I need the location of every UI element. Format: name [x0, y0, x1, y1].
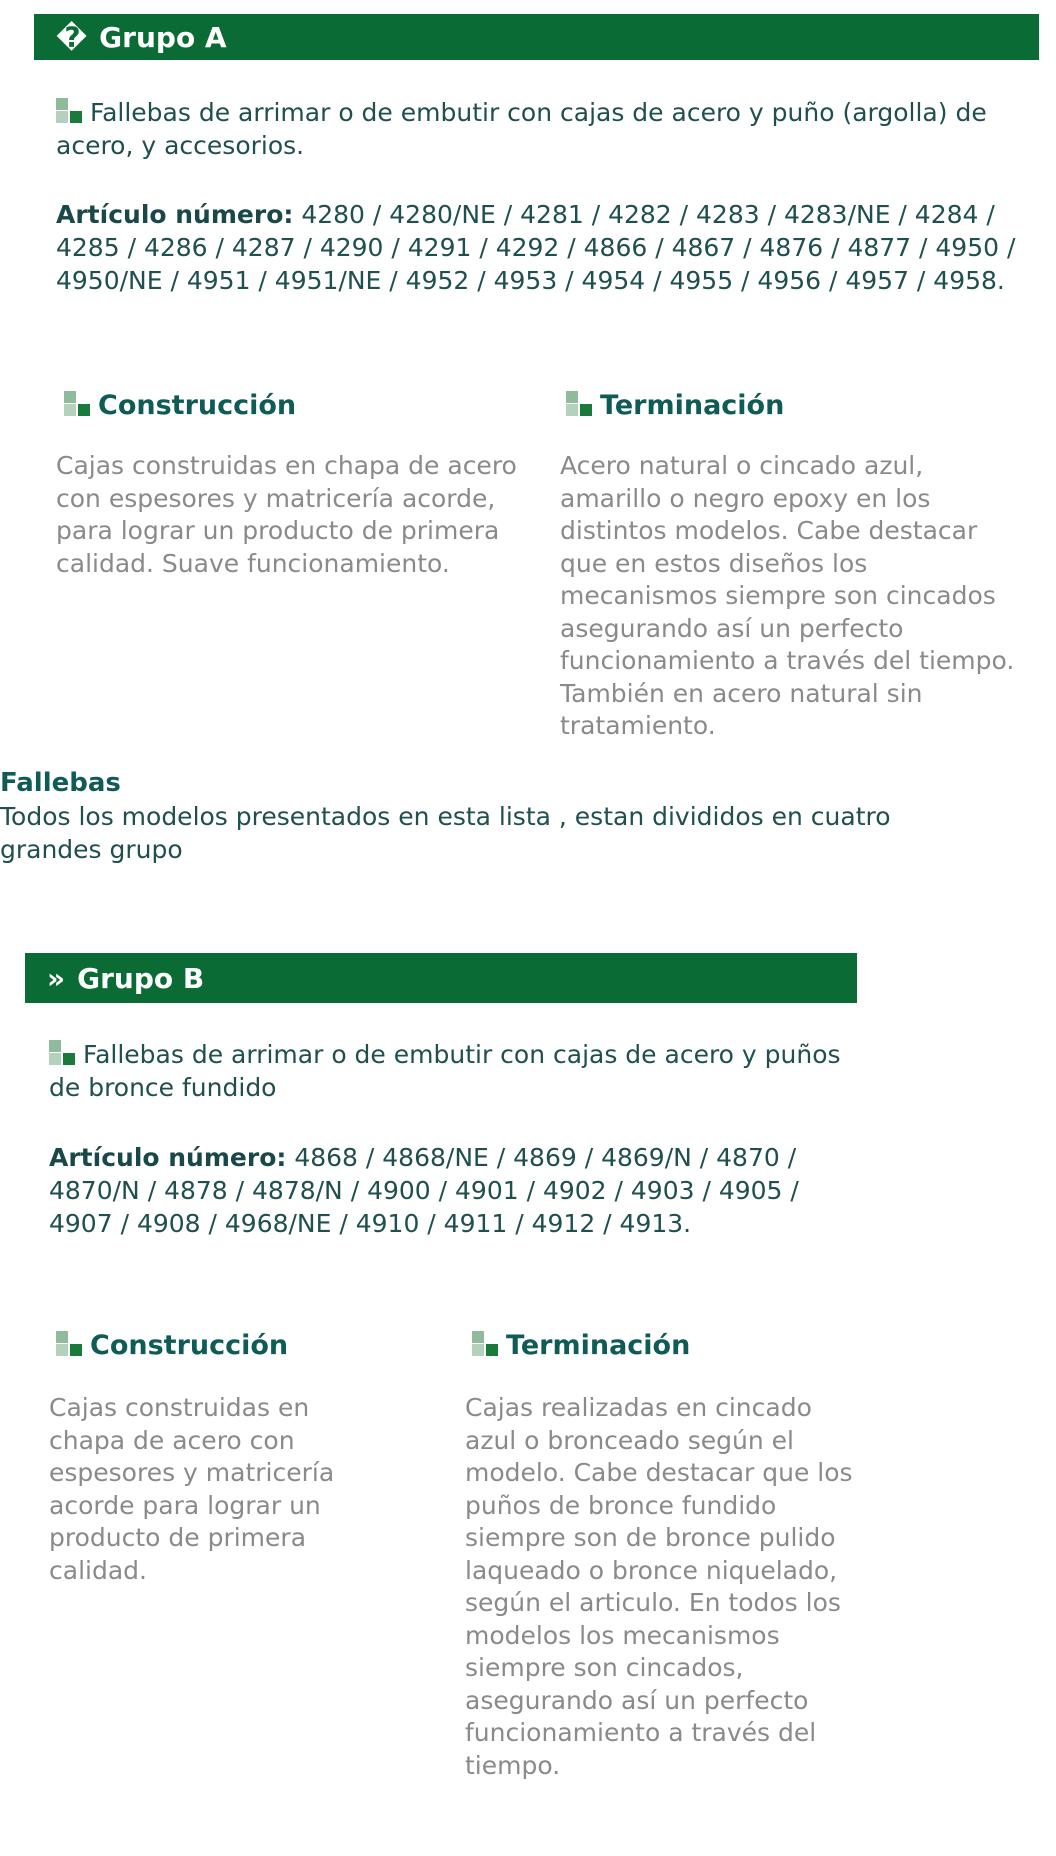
- group-b-header: [25, 953, 857, 1003]
- fallebas-description: Todos los modelos presentados en esta lista , estan divididos en cuatro grandes grupo: [0, 802, 891, 864]
- group-b-intro-text: Fallebas de arrimar o de embutir con cajas de acero y puños de bronce fundido: [49, 1040, 841, 1102]
- group-b-articulos: [49, 1141, 839, 1240]
- group-a-prefix-icon: �: [56, 20, 88, 54]
- group-b-construccion-heading: [56, 1330, 288, 1361]
- group-a-terminacion-text: Acero natural o cincado azul, amarillo o negro epoxy en los distintos modelos. Cabe destacar que en estos diseños los mecanismos siempre son cincados asegurando así un perfecto funcionamiento a través del tiempo. También en acero natural sin tratamiento.: [560, 451, 1015, 740]
- group-a-terminacion-heading: [566, 390, 784, 421]
- group-a-intro-text: Fallebas de arrimar o de embutir con cajas de acero y puño (argolla) de acero, y accesorios.: [56, 98, 987, 160]
- green-squares-bullet-icon: [56, 98, 82, 124]
- group-b-terminacion-heading-text: Terminación: [506, 1330, 691, 1361]
- group-b-construccion-heading-text: Construcción: [90, 1330, 289, 1361]
- green-squares-bullet-icon: [472, 1331, 498, 1357]
- group-a-intro: [56, 96, 1006, 162]
- group-a-articulos: [56, 198, 1026, 297]
- green-squares-bullet-icon: [566, 391, 592, 417]
- group-b-intro: [49, 1038, 849, 1104]
- group-a-articulo-label: Artículo número:: [56, 200, 294, 229]
- green-squares-bullet-icon: [64, 391, 90, 417]
- green-squares-bullet-icon: [56, 1331, 82, 1357]
- fallebas-title: Fallebas: [0, 768, 121, 798]
- group-b-prefix-icon: »: [47, 961, 66, 995]
- green-squares-bullet-icon: [49, 1040, 75, 1066]
- group-b-construccion-text: Cajas construidas en chapa de acero con espesores y matricería acorde para lograr un producto de primera calidad.: [49, 1393, 335, 1585]
- group-b-terminacion-text: Cajas realizadas en cincado azul o bronceado según el modelo. Cabe destacar que los puños de bronce fundido siempre son de bronce pulido laqueado o bronce niquelado, según el articulo. En todos los modelos los mecanismos siempre son cincados, asegurando así un perfecto funcionamiento a través del tiempo.: [465, 1393, 853, 1780]
- group-b-articulo-label: Artículo número:: [49, 1143, 287, 1172]
- group-b-title: Grupo B: [77, 961, 205, 995]
- group-a-header: [34, 14, 1039, 60]
- group-a-construccion-heading-text: Construcción: [98, 390, 297, 421]
- group-a-title: Grupo A: [99, 20, 227, 54]
- group-a-articulo-values: 4280 / 4280/NE / 4281 / 4282 / 4283 / 4283/NE / 4284 / 4285 / 4286 / 4287 / 4290 / 4291 / 4292 / 4866 / 4867 / 4876 / 4877 / 4950 / 4950/NE / 4951 / 4951/NE / 4952 / 4953 / 4954 / 4955 / 4956 / 4957 / 4958.: [56, 200, 1016, 295]
- group-a-terminacion-heading-text: Terminación: [600, 390, 785, 421]
- group-a-construccion-heading: [64, 390, 296, 421]
- group-b-articulo-values: 4868 / 4868/NE / 4869 / 4869/N / 4870 / 4870/N / 4878 / 4878/N / 4900 / 4901 / 4902 / 4903 / 4905 / 4907 / 4908 / 4968/NE / 4910 / 4911 / 4912 / 4913.: [49, 1143, 799, 1238]
- group-b-terminacion-heading: [472, 1330, 690, 1361]
- group-a-construccion-text: Cajas construidas en chapa de acero con espesores y matricería acorde, para lograr un producto de primera calidad. Suave funcionamiento.: [56, 451, 517, 578]
